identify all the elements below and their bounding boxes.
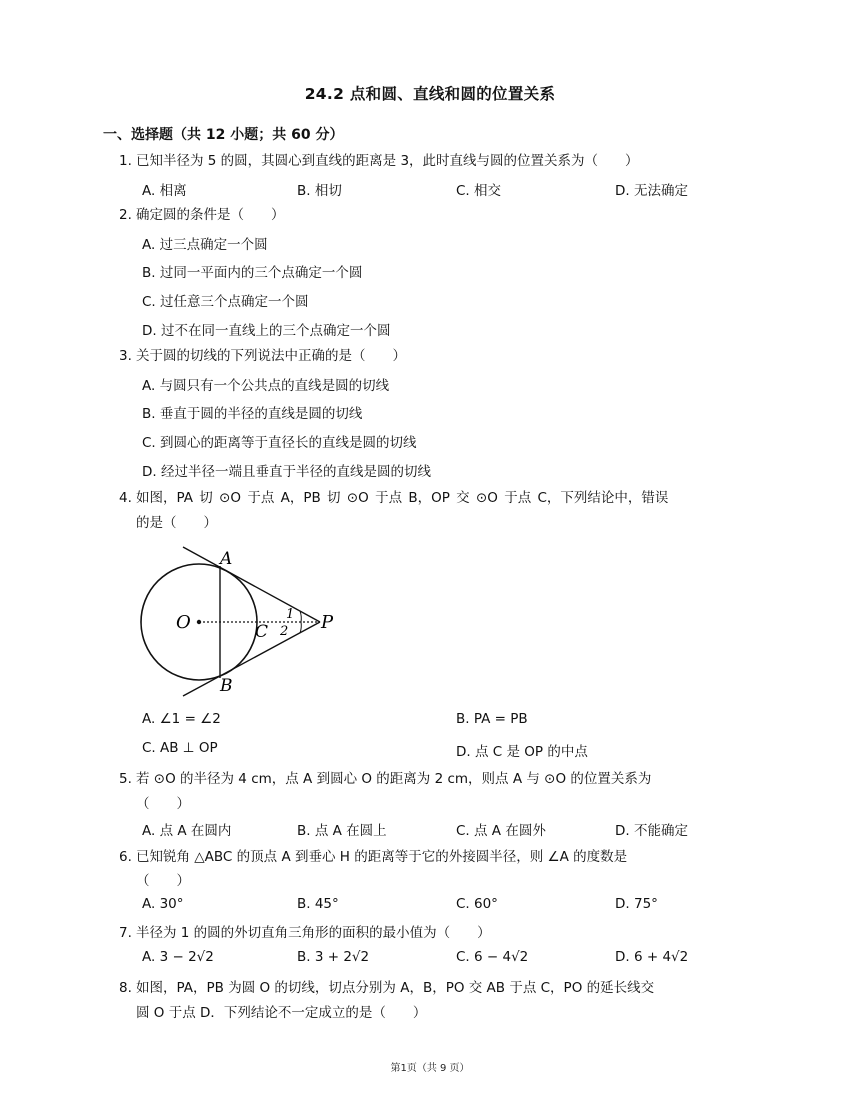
q7-option-b: B. 3 + 2√2 [297,949,370,965]
q6-option-c: C. 60° [456,896,498,912]
angle-1-arc [300,611,301,622]
q6-option-b: B. 45° [297,896,339,912]
question-text: 确定圆的条件是（ ） [136,207,285,223]
question-number: 7. [119,925,132,941]
tangent-pa [183,547,320,622]
q3-option-d: D. 经过半径一端且垂直于半径的直线是圆的切线 [142,464,431,480]
question-6-line2: （ ） [136,873,190,889]
q4-option-c: C. AB ⊥ OP [142,740,218,756]
question-number: 5. [119,771,132,787]
q3-option-b: B. 垂直于圆的半径的直线是圆的切线 [142,406,363,422]
question-text: 半径为 1 的圆的外切直角三角形的面积的最小值为（ ） [136,925,491,941]
question-text: 如图，PA 切 ⊙O 于点 A，PB 切 ⊙O 于点 B，OP 交 ⊙O 于点 C，下列结论中，错误 [136,490,669,506]
q2-option-d: D. 过不在同一直线上的三个点确定一个圆 [142,323,391,339]
q3-option-c: C. 到圆心的距离等于直径长的直线是圆的切线 [142,435,417,451]
section-heading: 一、选择题（共 12 小题；共 60 分） [103,127,344,143]
label-c: C [255,622,269,642]
question-text: 关于圆的切线的下列说法中正确的是（ ） [136,348,406,364]
question-4 [119,488,668,508]
question-2 [119,205,285,225]
q5-option-c: C. 点 A 在圆外 [456,823,546,839]
page-title: 24.2 点和圆、直线和圆的位置关系 [304,85,556,103]
question-4-line2: 的是（ ） [136,515,217,531]
tangent-figure [136,542,356,702]
label-b: B [220,676,233,696]
q7-option-a: A. 3 − 2√2 [142,949,214,965]
tangent-pb [183,622,320,696]
question-text: 已知锐角 △ABC 的顶点 A 到垂心 H 的距离等于它的外接圆半径，则 ∠A 的度数是 [136,849,628,865]
q5-option-a: A. 点 A 在圆内 [142,823,232,839]
page-footer: 第1页（共 9 页） [390,1063,470,1074]
question-number: 8. [119,980,132,996]
question-number: 1. [119,153,132,169]
question-number: 4. [119,490,132,506]
q5-option-d: D. 不能确定 [615,823,688,839]
label-a: A [220,549,233,569]
question-3 [119,346,406,366]
q7-option-c: C. 6 − 4√2 [456,949,529,965]
q2-option-b: B. 过同一平面内的三个点确定一个圆 [142,265,363,281]
question-8-line2: 圆 O 于点 D．下列结论不一定成立的是（ ） [136,1005,427,1021]
question-number: 6. [119,849,132,865]
question-1 [119,151,639,171]
q4-option-d: D. 点 C 是 OP 的中点 [456,744,588,760]
question-number: 2. [119,207,132,223]
label-angle-2: 2 [280,624,289,639]
question-text: 如图，PA，PB 为圆 O 的切线，切点分别为 A，B，PO 交 AB 于点 C，PO 的延长线交 [136,980,655,996]
question-6 [119,847,627,867]
question-number: 3. [119,348,132,364]
label-angle-1: 1 [286,607,295,622]
q2-option-a: A. 过三点确定一个圆 [142,237,268,253]
angle-2-arc [300,622,301,633]
q1-option-a: A. 相离 [142,183,187,199]
q4-option-b: B. PA = PB [456,711,528,727]
question-text: 若 ⊙O 的半径为 4 cm，点 A 到圆心 O 的距离为 2 cm，则点 A 与 ⊙O 的位置关系为 [136,771,652,787]
question-7 [119,923,491,943]
question-5 [119,769,651,789]
label-p: P [321,612,334,633]
question-text: 已知半径为 5 的圆，其圆心到直线的距离是 3，此时直线与圆的位置关系为（ ） [136,153,639,169]
center-point [197,620,201,624]
question-5-line2: （ ） [136,796,190,812]
question-8 [119,978,654,998]
q4-option-a: A. ∠1 = ∠2 [142,711,221,727]
q6-option-a: A. 30° [142,896,184,912]
label-o: O [176,612,191,633]
q6-option-d: D. 75° [615,896,658,912]
q3-option-a: A. 与圆只有一个公共点的直线是圆的切线 [142,378,390,394]
q5-option-b: B. 点 A 在圆上 [297,823,387,839]
q2-option-c: C. 过任意三个点确定一个圆 [142,294,309,310]
q1-option-c: C. 相交 [456,183,502,199]
q1-option-b: B. 相切 [297,183,342,199]
q7-option-d: D. 6 + 4√2 [615,949,689,965]
q1-option-d: D. 无法确定 [615,183,688,199]
